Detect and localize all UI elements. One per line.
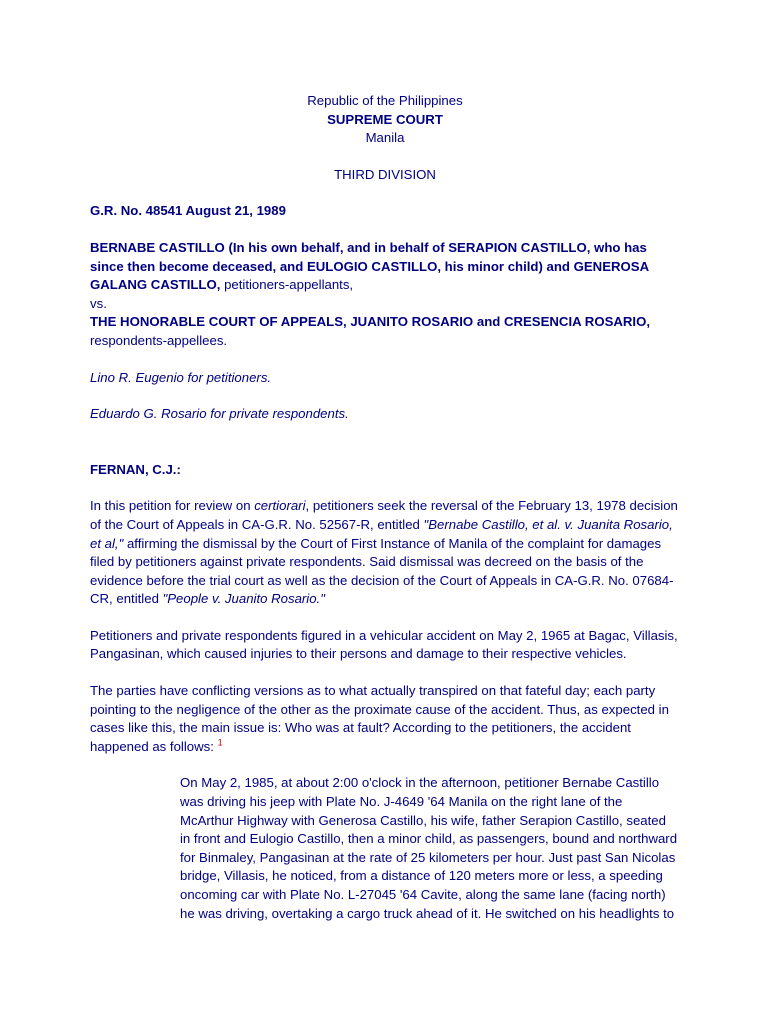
petitioners-role: petitioners-appellants, [220,277,354,293]
court-name: SUPREME COURT [327,111,443,127]
p3-text: The parties have conflicting versions as to what actually transpired on that fateful day; each party pointing to the negligence of the other as the proximate cause of the accident. Thus, as expected in cases like this, the main issue is: Who was at fault? According to the petitioners, the accident happened as follows: [90,683,669,754]
spacer [90,184,680,202]
petitioners-names: BERNABE CASTILLO (In his own behalf, and in behalf of SERAPION CASTILLO, who has since then become deceased, and EULOGIO CASTILLO, his minor child) and GENEROSA GALANG CASTILLO, [90,239,649,293]
versus: vs. [90,295,107,311]
spacer [90,756,680,774]
case-number: G.R. No. 48541 August 21, 1989 [90,203,286,219]
spacer [90,664,680,682]
court-city: Manila [365,130,405,146]
counsel-petitioners: Lino R. Eugenio for petitioners. [90,369,272,385]
paragraph-3 [90,682,680,756]
p1-case-title: "Bernabe Castillo, et al. v. Juanita Rosario, et al," [90,516,673,551]
republic-line: Republic of the Philippines [307,93,463,108]
spacer [90,387,680,405]
spacer [90,148,680,166]
decision-page [90,92,680,923]
respondents-names: THE HONORABLE COURT OF APPEALS, JUANITO ROSARIO and CRESENCIA ROSARIO, [90,314,651,330]
p1-certiorari: certiorari [254,498,306,514]
p1-text-c: , petitioners seek the reversal of the February 13, 1978 decision of the Court of Appeals in CA-G.R. No. 52567-R, entitled [90,498,678,532]
paragraph-2: Petitioners and private respondents figured in a vehicular accident on May 2, 1965 at Bagac, Villasis, Pangasinan, which caused injuries to their persons and damage to their respective vehicles. [90,627,678,662]
spacer [90,609,680,627]
paragraph-1 [90,497,680,609]
block-quote: On May 2, 1985, at about 2:00 o'clock in the afternoon, petitioner Bernabe Castillo was driving his jeep with Plate No. J-4649 '64 Manila on the right lane of the McArthur Highway with Generosa Castillo, his wife, father Serapion Castillo, seated in front and Eulogio Castillo, then a minor child, as passengers, bound and northward for Binmaley, Pangasinan at the rate of 25 kilometers per hour. Just past San Nicolas bridge, Villasis, he noticed, from a distance of 120 meters more or less, a speeding oncoming car with Plate No. L-27045 '64 Cavite, along the same lane (facing north) he was driving, overtaking a cargo truck ahead of it. He switched on his headlights to [180,775,678,921]
spacer [90,479,680,497]
counsel-respondents: Eduardo G. Rosario for private respondents. [90,406,349,422]
court-header [90,92,680,184]
p1-criminal-case: "People v. Juanito Rosario." [162,591,325,607]
respondents-role: respondents-appellees. [90,332,228,348]
spacer [90,424,680,461]
p1-text-e: affirming the dismissal by the Court of First Instance of Manila of the complaint for damages filed by petitioners against private respondents. Said dismissal was decreed on the basis of the evidence before the trial court as well as the decision of the Court of Appeals in CA-G.R. No. 07684-CR, entitled [90,535,674,607]
footnote-link[interactable]: 1 [217,737,223,748]
p1-text-a: In this petition for review on [90,498,255,514]
ponente: FERNAN, C.J.: [90,461,181,477]
spacer [90,351,680,369]
division-name: THIRD DIVISION [334,166,436,182]
spacer [90,221,680,239]
case-parties [90,239,680,351]
